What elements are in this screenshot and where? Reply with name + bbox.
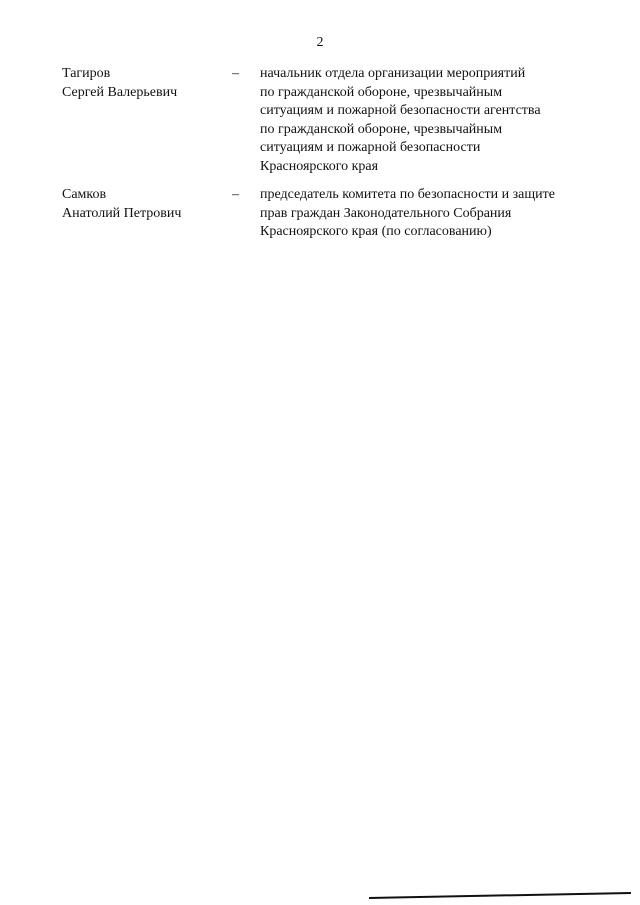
member-position	[260, 186, 620, 242]
footer-rule	[369, 892, 631, 899]
member-given-names: Сергей Валерьевич	[62, 84, 178, 100]
dash-separator: –	[232, 187, 239, 202]
dash-separator: –	[232, 66, 239, 81]
member-surname: Тагиров	[62, 66, 111, 81]
position-line: по гражданской обороне, чрезвычайным	[260, 84, 503, 100]
position-line: ситуациям и пожарной безопасности агентства	[260, 103, 541, 118]
member-surname: Самков	[62, 187, 107, 202]
member-name	[62, 186, 232, 223]
page-number: 2	[316, 35, 324, 50]
member-name	[62, 65, 232, 102]
position-line: начальник отдела организации мероприятий	[260, 66, 526, 81]
position-line: прав граждан Законодательного Собрания	[260, 205, 512, 221]
member-given-names: Анатолий Петрович	[62, 205, 182, 221]
position-line: председатель комитета по безопасности и защите	[260, 187, 555, 202]
position-line: Красноярского края (по согласованию)	[260, 224, 492, 239]
position-line: по гражданской обороне, чрезвычайным	[260, 121, 503, 137]
member-position	[260, 65, 620, 176]
position-line: Красноярского края	[260, 158, 379, 174]
position-line: ситуациям и пожарной безопасности	[260, 140, 481, 155]
